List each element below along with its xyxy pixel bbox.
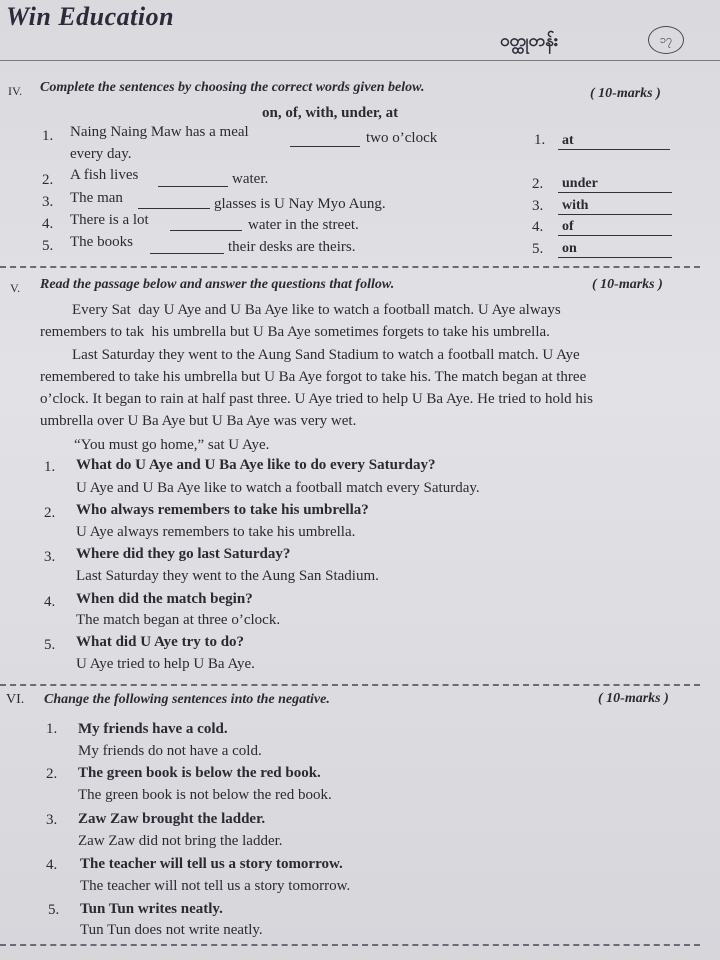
s6-q2: The green book is below the red book.: [78, 765, 321, 781]
s4-answer-3-num: 3.: [532, 198, 544, 214]
burmese-title: ဝတ္ထုတန်း: [500, 31, 559, 51]
s6-a5: Tun Tun does not write neatly.: [80, 922, 263, 938]
s5-q3: Where did they go last Saturday?: [76, 546, 291, 562]
s5-a1: U Aye and U Ba Aye like to watch a football match every Saturday.: [76, 480, 480, 496]
s4-item-5-before: The books: [70, 234, 133, 250]
section-6-instruction: Change the following sentences into the negative.: [44, 692, 330, 707]
s4-item-2-num: 2.: [42, 172, 54, 188]
s5-a5: U Aye tried to help U Ba Aye.: [76, 656, 255, 672]
s4-item-4-after: water in the street.: [248, 217, 359, 233]
section-divider-1: [0, 266, 700, 268]
s4-item-1-after: two o’clock: [366, 130, 438, 146]
section-4-instruction: Complete the sentences by choosing the correct words given below.: [40, 80, 425, 95]
s5-a3: Last Saturday they went to the Aung San Stadium.: [76, 568, 379, 584]
s4-item-3-blank: [138, 192, 210, 209]
passage-line-7: “You must go home,” sat U Aye.: [74, 437, 270, 453]
s4-answer-1: at: [558, 133, 670, 150]
s6-a1: My friends do not have a cold.: [78, 743, 262, 759]
s4-item-4-blank: [170, 214, 242, 231]
s6-q2-num: 2.: [46, 766, 58, 782]
section-6-marks: ( 10-marks ): [598, 691, 669, 706]
section-divider-3: [0, 944, 700, 946]
s6-a2: The green book is not below the red book.: [78, 787, 332, 803]
header-divider: [0, 60, 720, 61]
s4-item-1-before: Naing Naing Maw has a meal: [70, 124, 249, 140]
passage-line-1: Every Sat day U Aye and U Ba Aye like to watch a football match. U Aye always: [72, 302, 561, 318]
s4-answer-3: with: [558, 198, 672, 215]
s6-q3: Zaw Zaw brought the ladder.: [78, 811, 266, 827]
s6-q3-num: 3.: [46, 812, 58, 828]
s5-q5: What did U Aye try to do?: [76, 634, 245, 650]
passage-line-3: Last Saturday they went to the Aung Sand Stadium to watch a football match. U Aye: [72, 347, 580, 363]
s5-q5-num: 5.: [44, 637, 56, 653]
s6-q5: Tun Tun writes neatly.: [80, 901, 223, 917]
passage-line-4: remembered to take his umbrella but U Ba Aye forgot to take his. The match began at three: [40, 369, 587, 385]
passage-line-6: umbrella over U Ba Aye but U Ba Aye was very wet.: [40, 413, 357, 429]
s5-a4: The match began at three o’clock.: [76, 612, 281, 628]
s4-item-4-before: There is a lot: [70, 212, 149, 228]
s4-answer-4-num: 4.: [532, 219, 544, 235]
s4-item-4-num: 4.: [42, 216, 54, 232]
s4-answer-4: of: [558, 219, 672, 236]
s4-item-3-before: The man: [70, 190, 123, 206]
brand-logo-text: Win Education: [6, 2, 175, 31]
s4-item-5-num: 5.: [42, 238, 54, 254]
section-6-number: VI.: [6, 692, 25, 707]
section-divider-2: [0, 684, 700, 686]
page-number: ၁၇: [648, 26, 684, 54]
s5-a2: U Aye always remembers to take his umbrella.: [76, 524, 356, 540]
section-4-marks: ( 10-marks ): [590, 86, 661, 101]
section-5-instruction: Read the passage below and answer the questions that follow.: [40, 277, 395, 292]
section-5-marks: ( 10-marks ): [592, 277, 663, 292]
s4-item-5-after: their desks are theirs.: [228, 239, 356, 255]
s4-answer-5: on: [558, 241, 672, 258]
s4-item-3-num: 3.: [42, 194, 54, 210]
s5-q2-num: 2.: [44, 505, 56, 521]
s6-a3: Zaw Zaw did not bring the ladder.: [78, 833, 283, 849]
section-5-number: V.: [10, 281, 21, 295]
s5-q3-num: 3.: [44, 549, 56, 565]
s4-item-2-after: water.: [232, 171, 269, 187]
s4-answer-2: under: [558, 176, 672, 193]
s4-item-1-blank: [290, 130, 360, 147]
s4-item-1-num: 1.: [42, 128, 54, 144]
s4-item-2-before: A fish lives: [70, 167, 139, 183]
s5-q4-num: 4.: [44, 594, 56, 610]
section-4-number: IV.: [8, 84, 23, 98]
passage-line-5: o’clock. It began to rain at half past three. U Aye tried to help U Ba Aye. He tried to hold his: [40, 391, 593, 407]
s6-q5-num: 5.: [48, 902, 60, 918]
s5-q4: When did the match begin?: [76, 591, 253, 607]
s6-q1-num: 1.: [46, 721, 58, 737]
s6-q4: The teacher will tell us a story tomorrow.: [80, 856, 343, 872]
word-bank: on, of, with, under, at: [262, 105, 399, 121]
s5-q1: What do U Aye and U Ba Aye like to do every Saturday?: [76, 457, 436, 473]
s4-item-5-blank: [150, 237, 224, 254]
s5-q2: Who always remembers to take his umbrella?: [76, 502, 369, 518]
s4-answer-5-num: 5.: [532, 241, 544, 257]
s4-item-3-after: glasses is U Nay Myo Aung.: [214, 196, 386, 212]
s4-answer-1-num: 1.: [534, 132, 546, 148]
s6-q1: My friends have a cold.: [78, 721, 228, 737]
s6-a4: The teacher will not tell us a story tomorrow.: [80, 878, 351, 894]
s6-q4-num: 4.: [46, 857, 58, 873]
s4-item-1-cont: every day.: [70, 146, 132, 162]
passage-line-2: remembers to tak his umbrella but U Ba Aye sometimes forgets to take his umbrella.: [40, 324, 550, 340]
s4-answer-2-num: 2.: [532, 176, 544, 192]
s5-q1-num: 1.: [44, 459, 56, 475]
s4-item-2-blank: [158, 170, 228, 187]
